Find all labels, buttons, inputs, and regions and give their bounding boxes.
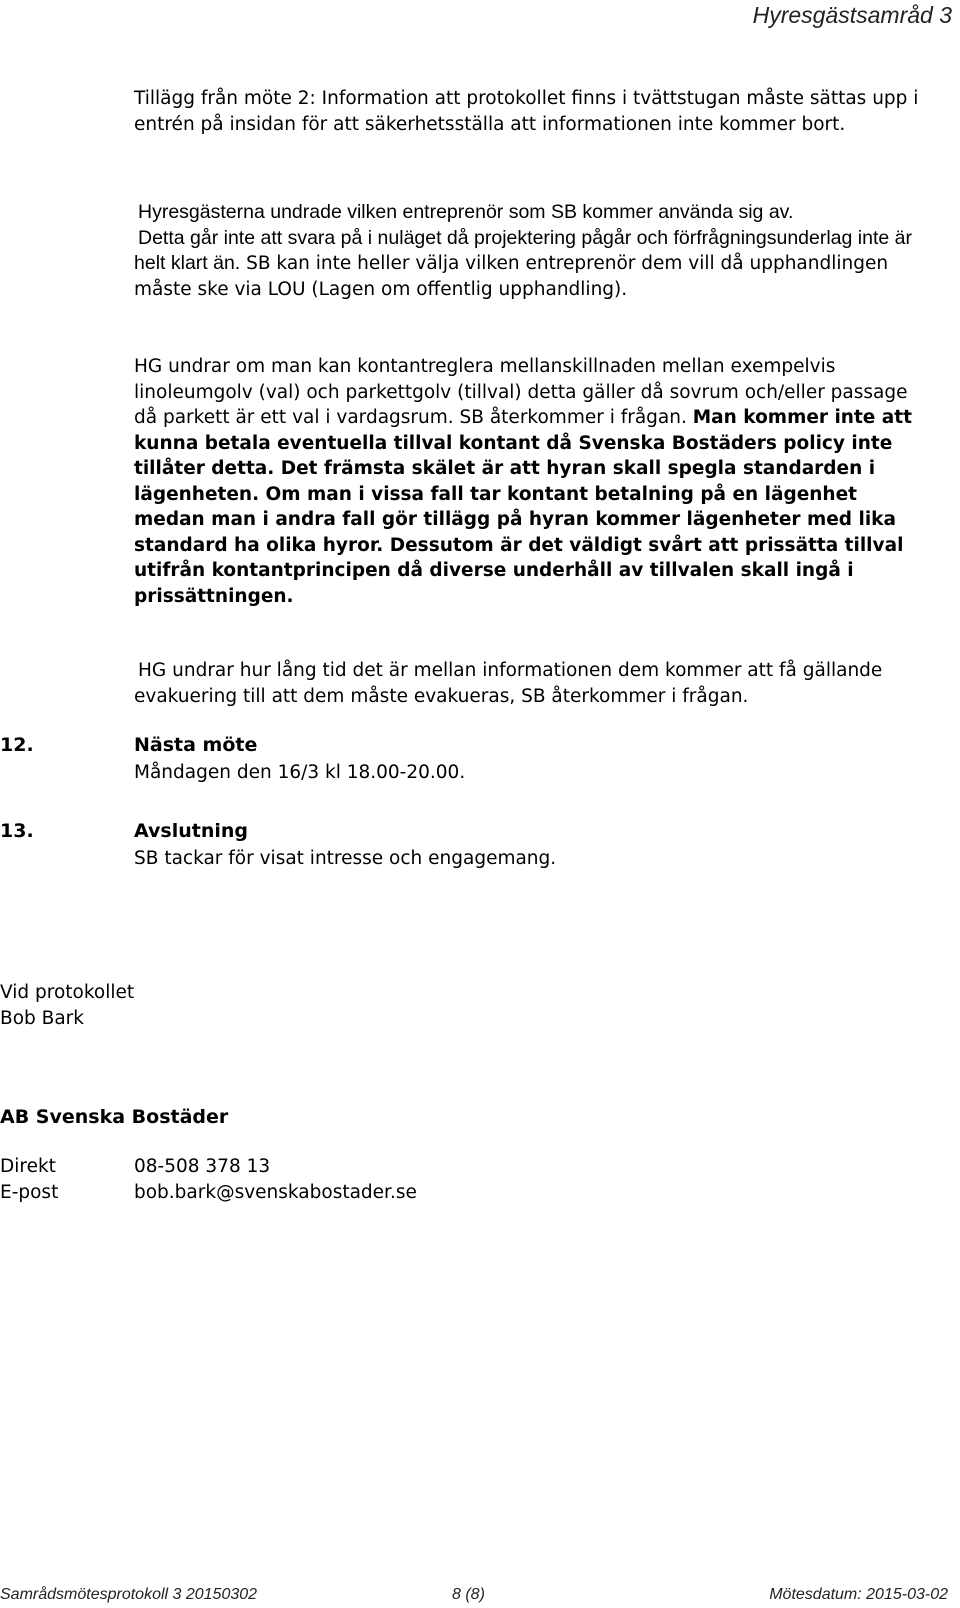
paragraph-contractor <box>134 200 934 302</box>
email-label: E-post <box>0 1182 59 1203</box>
paragraph-evacuation <box>134 658 934 709</box>
footer-document-name: Samrådsmötesprotokoll 3 20150302 <box>0 1586 258 1603</box>
footer-meeting-date: Mötesdatum: 2015-03-02 <box>769 1586 948 1603</box>
contractor-lou: SB kan inte heller välja vilken entreprenör dem vill då upphandlingen måste ske via LOU (Lagen om offentlig upphandling). <box>134 253 889 300</box>
page-header-title: Hyresgästsamråd 3 <box>752 2 952 28</box>
section-title-closing: Avslutning <box>134 820 249 842</box>
payment-question: HG undrar om man kan kontantreglera mellanskillnaden mellan exempelvis linoleumgolv (val) och parkettgolv (tillval) detta gäller då sovrum och/eller passage då parkett är ett val i vardagsrum. SB återkommer i frågan. <box>134 356 908 428</box>
contractor-question: Hyresgästerna undrade vilken entreprenör som SB kommer använda sig av. <box>138 201 794 223</box>
payment-answer: Man kommer inte att kunna betala eventuella tillval kontant då Svenska Bostäders policy inte tillåter detta. Det främsta skälet är att hyran skall spegla standarden i lägenheten. Om man i vissa fall tar kontant betalning på en lägenhet medan man i andra fall gör tillägg på hyran kommer lägenheter med lika standard ha olika hyror. Dessutom är det väldigt svårt att prissätta tillval utifrån kontantprincipen då diverse underhåll av tillvalen skall ingå i prissättningen. <box>134 407 912 607</box>
section-number-12: 12. <box>0 734 34 756</box>
signature-name: Bob Bark <box>0 1008 84 1029</box>
email-address: bob.bark@svenskabostader.se <box>134 1182 417 1203</box>
phone-number: 08-508 378 13 <box>134 1156 271 1177</box>
section-text-closing: SB tackar för visat intresse och engagemang. <box>134 848 557 869</box>
footer-page-number: 8 (8) <box>452 1586 485 1603</box>
paragraph-payment <box>134 354 934 609</box>
signature-label: Vid protokollet <box>0 982 135 1003</box>
contractor-answer: Detta går inte att svara på i nuläget då projektering pågår och förfrågningsunderlag inte är helt klart än. <box>134 226 912 274</box>
section-title-next-meeting: Nästa möte <box>134 734 258 756</box>
section-text-next-meeting: Måndagen den 16/3 kl 18.00-20.00. <box>134 762 466 783</box>
section-number-13: 13. <box>0 820 34 842</box>
paragraph-addendum: Tillägg från möte 2: Information att protokollet finns i tvättstugan måste sättas upp i entrén på insidan för att säkerhetsställa att informationen inte kommer bort. <box>134 88 919 135</box>
company-name: AB Svenska Bostäder <box>0 1106 229 1128</box>
evacuation-text: HG undrar hur lång tid det är mellan informationen dem kommer att få gällande evakuering till att dem måste evakueras, SB återkommer i frågan. <box>134 660 883 707</box>
phone-label: Direkt <box>0 1156 56 1177</box>
